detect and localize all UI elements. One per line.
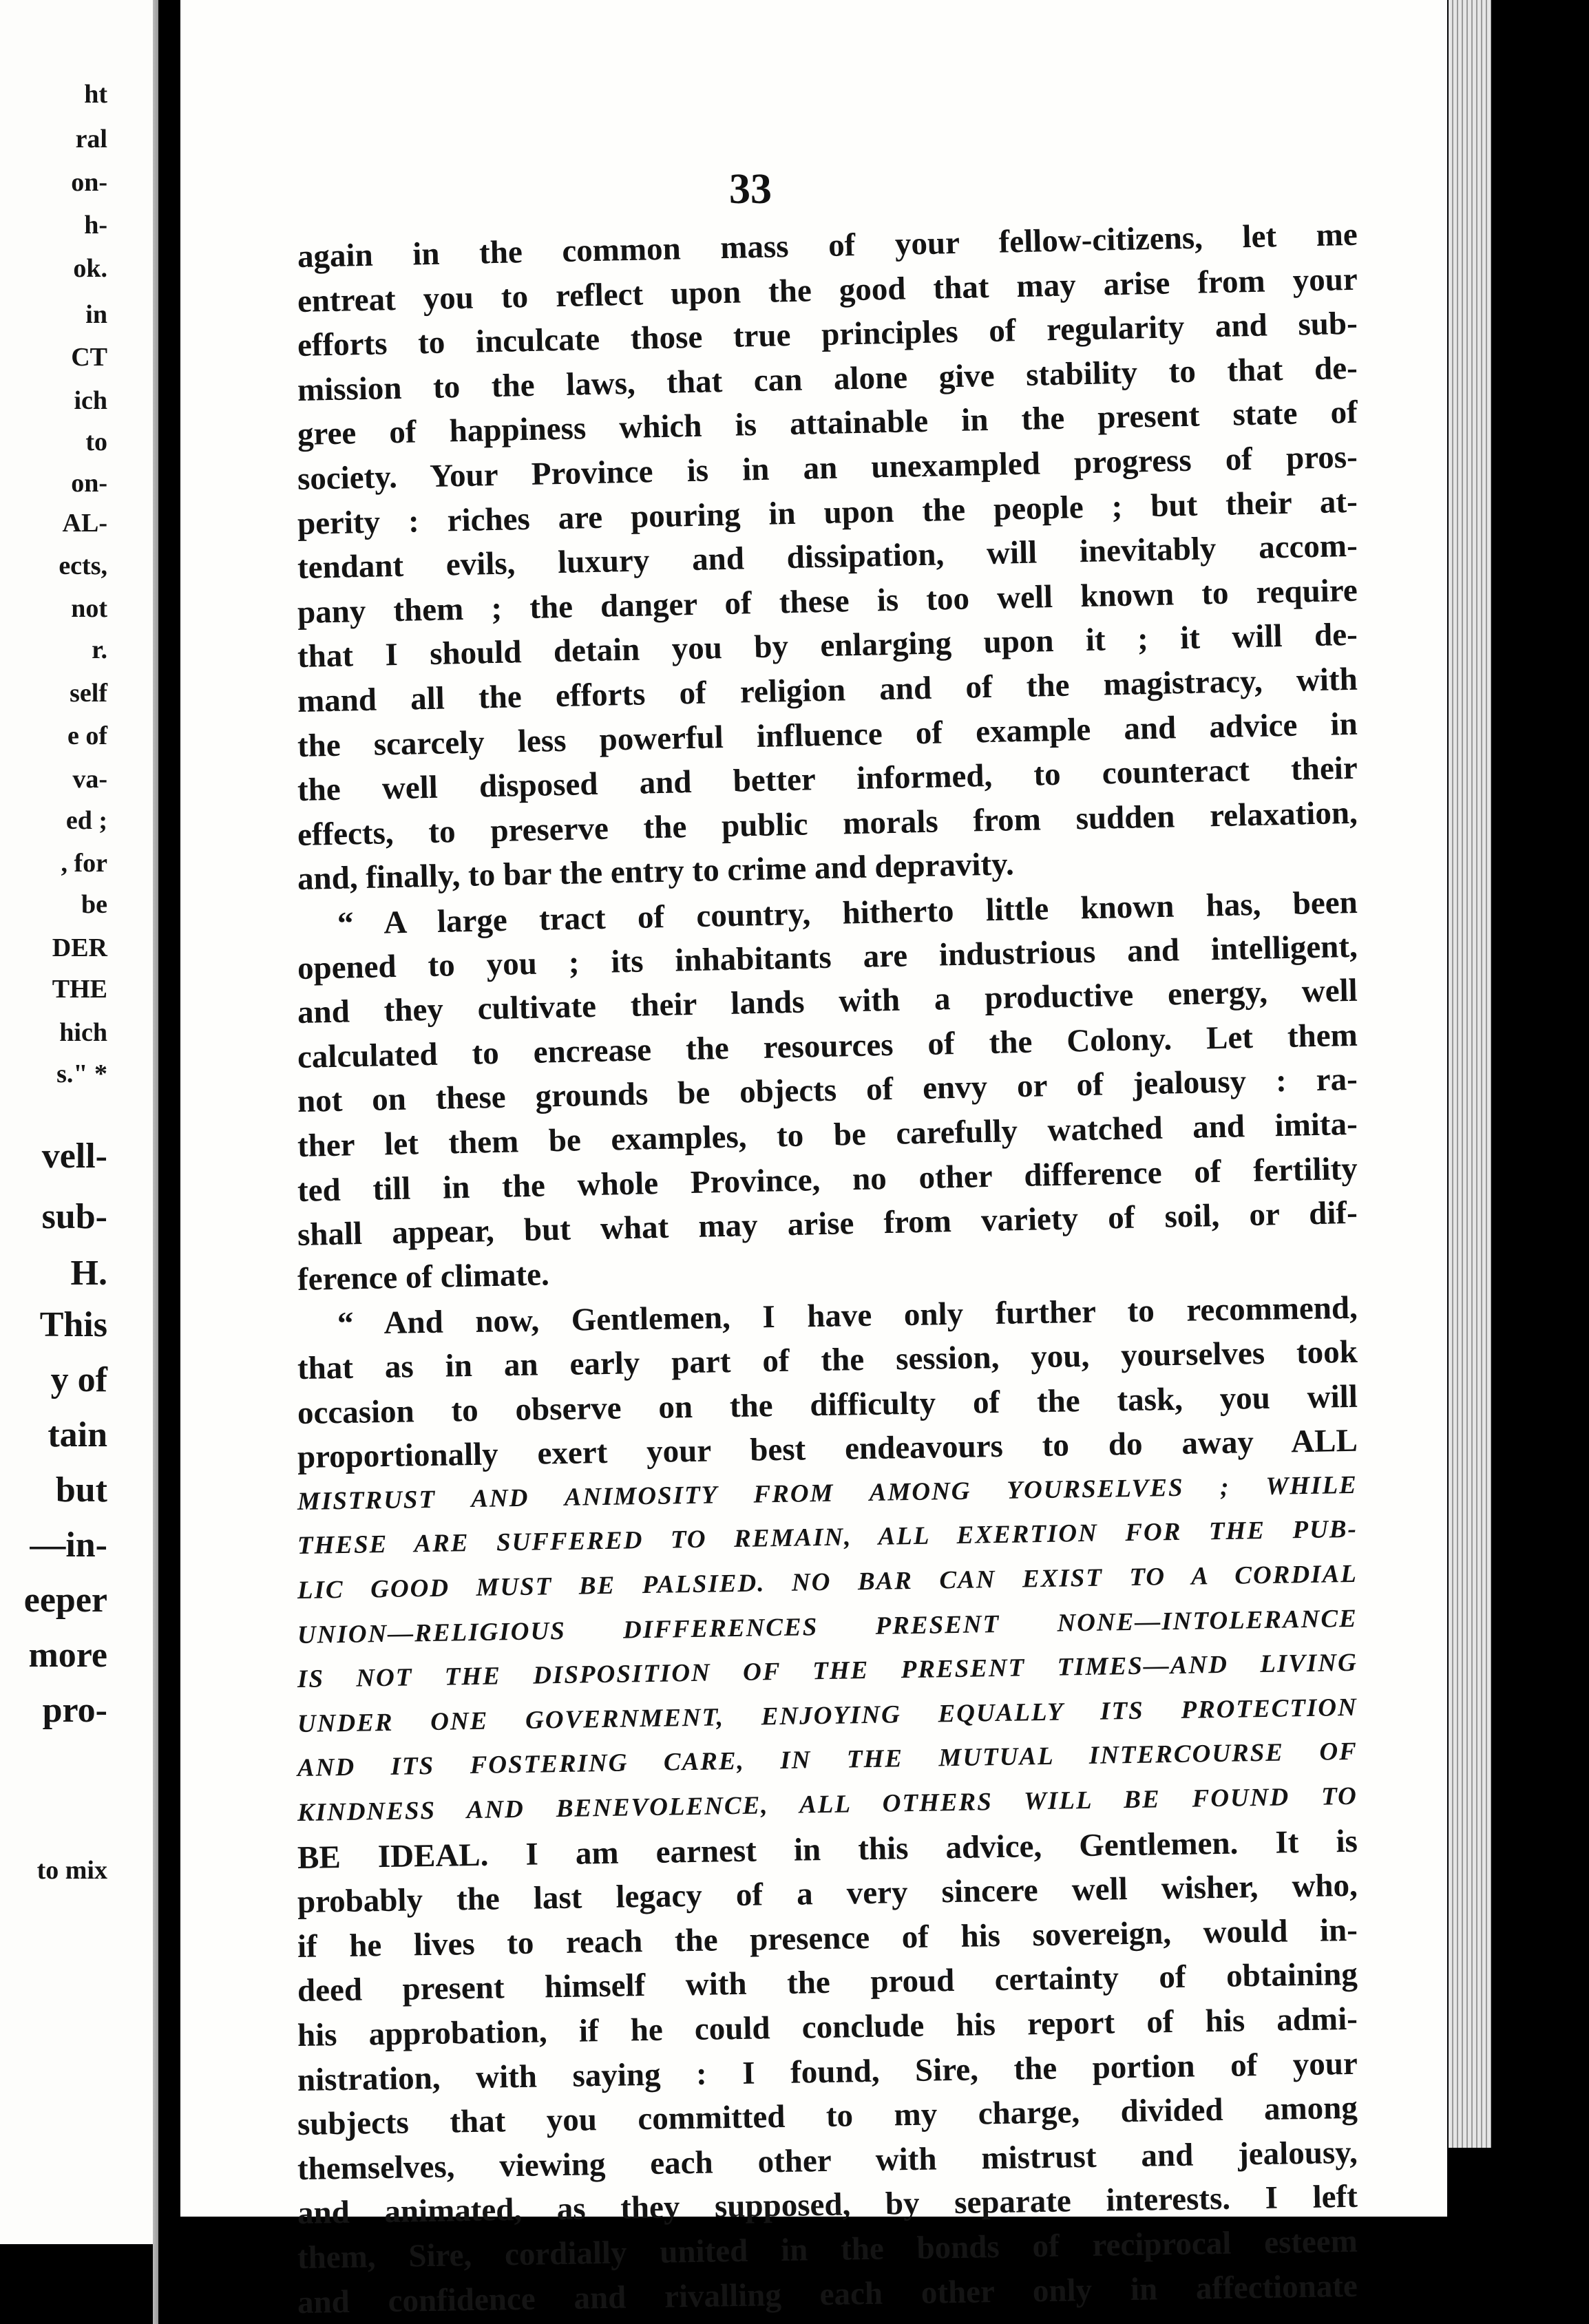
left-page-fragment: in	[85, 300, 107, 329]
text-line: calculated to encrease the resources of the Colony. Let them	[297, 1017, 1358, 1075]
left-page-fragment: ects,	[59, 551, 107, 580]
text-line: and, finally, to bar the entry to crime and depravity.	[297, 846, 1015, 898]
text-line: that I should detain you by enlarging upon it ; it will de-	[297, 617, 1358, 675]
left-page-fragment: to	[85, 427, 107, 456]
page-number: 33	[729, 166, 772, 213]
left-page-fragment: This	[39, 1305, 107, 1344]
text-line: ted till in the whole Province, no other difference of fertility	[297, 1150, 1358, 1209]
text-line: ther let them be examples, to be carefully watched and imita-	[297, 1106, 1358, 1164]
left-page-fragment: to mix	[36, 1856, 107, 1885]
left-page-fragment: ok.	[73, 254, 107, 283]
text-line: subjects that you committed to my charge, divided among	[297, 2090, 1358, 2143]
left-page-fragment: CT	[71, 343, 107, 372]
left-page-fragment: ht	[84, 80, 107, 109]
text-line: deed present himself with the proud certainty of obtaining	[297, 1956, 1358, 2009]
left-page-fragment: y of	[50, 1360, 107, 1399]
left-page-fragment: but	[55, 1470, 107, 1510]
text-line: and animated, as they supposed, by separate interests. I left	[297, 2179, 1358, 2232]
text-line: pany them ; the danger of these is too well known to require	[297, 572, 1358, 631]
text-line: KINDNESS AND BENEVOLENCE, ALL OTHERS WILL BE FOUND TO	[297, 1782, 1358, 1827]
left-page-fragment: e of	[67, 721, 107, 750]
left-page-fragment: eeper	[23, 1581, 107, 1620]
text-line: BE IDEAL. I am earnest in this advice, Gentlemen. It is	[297, 1823, 1358, 1876]
left-page-fragment: hich	[59, 1018, 107, 1047]
left-page-fragment: ral	[75, 125, 107, 154]
text-line: and confidence and rivalling each other only in affectionate	[297, 2268, 1358, 2321]
text-line: not on these grounds be objects of envy or of jealousy : ra-	[297, 1061, 1358, 1120]
text-line: THESE ARE SUFFERED TO REMAIN, ALL EXERTION FOR THE PUB-	[297, 1515, 1358, 1561]
text-line: the scarcely less powerful influence of example and advice in	[297, 706, 1358, 764]
text-line: perity : riches are pouring in upon the people ; but their at-	[297, 483, 1358, 542]
text-line: effects, to preserve the public morals from sudden relaxation,	[297, 794, 1358, 853]
text-line: AND ITS FOSTERING CARE, IN THE MUTUAL INTERCOURSE OF	[297, 1737, 1358, 1783]
text-line: nistration, with saying : I found, Sire, the portion of your	[297, 2045, 1358, 2098]
text-line: the well disposed and better informed, to counteract their	[297, 750, 1358, 809]
left-page-fragment: AL-	[62, 509, 107, 538]
text-line: tendant evils, luxury and dissipation, will inevitably accom-	[297, 527, 1358, 587]
left-page-fragment: DER	[52, 933, 107, 962]
text-line: ference of climate.	[297, 1256, 550, 1298]
text-line: IS NOT THE DISPOSITION OF THE PRESENT TIMES—AND LIVING	[297, 1649, 1358, 1694]
text-line: shall appear, but what may arise from variety of soil, or dif-	[297, 1194, 1358, 1254]
left-page-fragment: tain	[48, 1415, 107, 1455]
left-page-fragment: be	[81, 890, 107, 919]
text-line: and they cultivate their lands with a productive energy, well	[297, 972, 1358, 1031]
text-line: opened to you ; its inhabitants are industrious and intelligent,	[297, 928, 1358, 986]
left-page-fragment: on-	[71, 168, 107, 197]
left-page-fragment: on-	[71, 469, 107, 498]
text-line: “ A large tract of country, hitherto little known has, been	[337, 884, 1358, 942]
left-page-fragment: , for	[61, 849, 107, 878]
left-page-fragment: —in-	[30, 1525, 107, 1565]
left-page-fragment: sub-	[41, 1197, 107, 1236]
text-line: that as in an early part of the session, you, yourselves took	[297, 1333, 1358, 1386]
left-page-fragment: H.	[70, 1254, 107, 1293]
text-line: again in the common mass of your fellow-citizens, let me	[297, 216, 1358, 275]
text-line: if he lives to reach the presence of his sovereign, would in-	[297, 1912, 1358, 1965]
left-page-fragment: ich	[74, 386, 107, 415]
left-page-fragment: r.	[92, 635, 107, 664]
text-line: entreat you to reflect upon the good that may arise from your	[297, 261, 1358, 319]
left-page-fragment: more	[28, 1636, 107, 1675]
left-page-fragment: not	[71, 594, 107, 623]
text-line: mand all the efforts of religion and of the magistracy, with	[297, 661, 1358, 719]
text-line: themselves, viewing each other with mistrust and jealousy,	[297, 2134, 1358, 2187]
text-line: probably the last legacy of a very sincere well wisher, who,	[297, 1868, 1358, 1921]
text-line: efforts to inculcate those true principles of regularity and sub-	[297, 305, 1358, 364]
text-line: “ And now, Gentlemen, I have only further to recommend,	[337, 1290, 1358, 1342]
text-line: them, Sire, cordially united in the bonds of reciprocal esteem	[297, 2223, 1358, 2276]
left-page-fragment: ed ;	[65, 806, 107, 835]
text-line: LIC GOOD MUST BE PALSIED. NO BAR CAN EXIST TO A CORDIAL	[297, 1559, 1358, 1605]
left-page-fragment: h-	[84, 211, 107, 240]
left-page-fragment: pro-	[42, 1691, 107, 1730]
left-page-fragment: va-	[72, 765, 107, 794]
text-line: society. Your Province is in an unexampled progress of pros-	[297, 439, 1358, 497]
left-page-fragment: vell-	[41, 1137, 107, 1176]
text-line: gree of happiness which is attainable in the present state of	[297, 394, 1358, 453]
text-line: MISTRUST AND ANIMOSITY FROM AMONG YOURSELVES ; WHILE	[297, 1470, 1358, 1516]
left-page-fragment: s." *	[56, 1059, 107, 1088]
text-line: UNDER ONE GOVERNMENT, ENJOYING EQUALLY ITS PROTECTION	[297, 1693, 1358, 1738]
left-page-fragment: THE	[52, 975, 107, 1004]
text-line: mission to the laws, that can alone give stability to that de-	[297, 350, 1358, 408]
text-line: proportionally exert your best endeavours to do away ALL	[297, 1423, 1358, 1476]
text-line: occasion to observe on the difficulty of the task, you will	[297, 1378, 1358, 1431]
left-page-fragment: self	[70, 679, 107, 708]
text-line: his approbation, if he could conclude his report of his admi-	[297, 2000, 1358, 2053]
text-line: UNION—RELIGIOUS DIFFERENCES PRESENT NONE—INTOLERANCE	[297, 1604, 1358, 1649]
